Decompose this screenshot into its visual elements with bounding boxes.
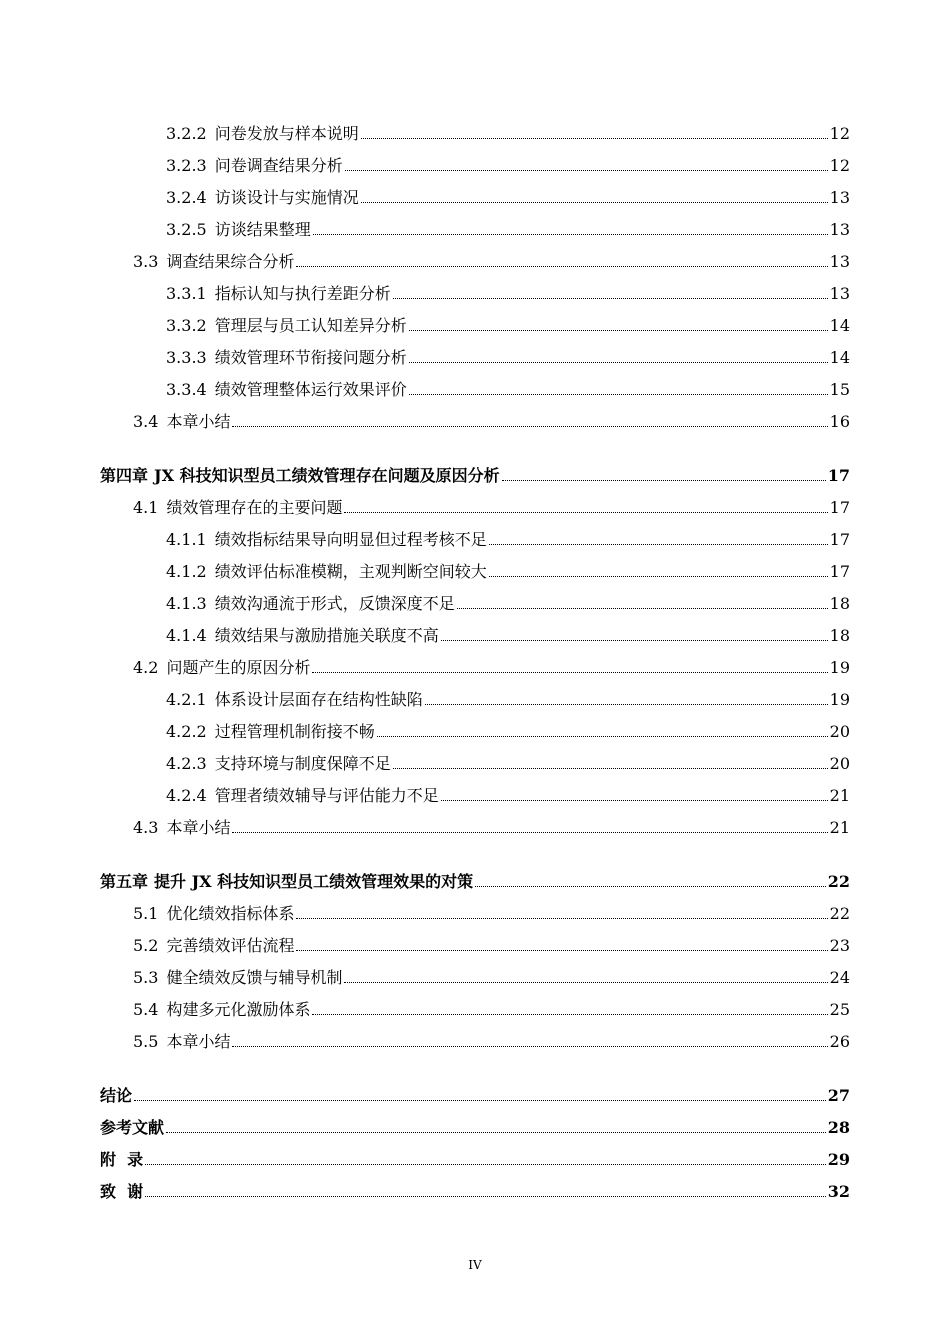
toc-page: 17 — [829, 498, 850, 517]
toc-chapter-title: 致 谢 — [100, 1182, 144, 1201]
dot-leader — [409, 394, 828, 395]
toc-page: 12 — [829, 156, 850, 175]
toc-page: 19 — [829, 690, 850, 709]
toc-entry[interactable] — [0, 310, 950, 342]
toc-page: 14 — [829, 316, 850, 335]
toc-number: 4.1.1 — [166, 530, 207, 549]
toc-conclusion[interactable] — [0, 1080, 950, 1112]
toc-number: 4.1.3 — [166, 594, 207, 613]
toc-number: 5.2 — [133, 936, 159, 955]
dot-leader — [409, 330, 828, 331]
toc-chapter-title: 附 录 — [100, 1150, 144, 1169]
toc-title: 访谈设计与实施情况 — [214, 188, 359, 207]
toc-number: 3.2.4 — [166, 188, 207, 207]
toc-number: 4.2 — [133, 658, 159, 677]
toc-entry[interactable] — [0, 930, 950, 962]
toc-number: 3.2.3 — [166, 156, 207, 175]
dot-leader — [393, 768, 828, 769]
dot-leader — [441, 640, 828, 641]
toc-number: 5.5 — [133, 1032, 159, 1051]
page-number: IV — [468, 1258, 482, 1272]
spacer — [0, 1058, 950, 1080]
toc-entry[interactable] — [0, 556, 950, 588]
toc-title: 指标认知与执行差距分析 — [214, 284, 391, 303]
toc-title: 优化绩效指标体系 — [166, 904, 295, 923]
dot-leader — [166, 1132, 826, 1133]
toc-chapter-4[interactable] — [0, 460, 950, 492]
toc-chapter-5[interactable] — [0, 866, 950, 898]
toc-title: 本章小结 — [166, 412, 231, 431]
toc-number: 4.1.4 — [166, 626, 207, 645]
dot-leader — [232, 1046, 827, 1047]
toc-title: 问卷发放与样本说明 — [214, 124, 359, 143]
toc-number: 4.2.1 — [166, 690, 207, 709]
dot-leader — [344, 512, 827, 513]
toc-title: 绩效沟通流于形式，反馈深度不足 — [214, 594, 455, 613]
toc-title: 过程管理机制衔接不畅 — [214, 722, 375, 741]
toc-title: 本章小结 — [166, 1032, 231, 1051]
toc-chapter-title: 参考文献 — [100, 1118, 165, 1137]
toc-entry[interactable] — [0, 342, 950, 374]
dot-leader — [344, 982, 827, 983]
toc-number: 4.2.4 — [166, 786, 207, 805]
toc-title: 本章小结 — [166, 818, 231, 837]
toc-number: 4.2.3 — [166, 754, 207, 773]
toc-number: 3.3.4 — [166, 380, 207, 399]
dot-leader — [441, 800, 828, 801]
toc-page: 19 — [829, 658, 850, 677]
toc-acknowledgements[interactable] — [0, 1176, 950, 1208]
toc-page: 15 — [829, 380, 850, 399]
dot-leader — [377, 736, 828, 737]
toc-page: 26 — [829, 1032, 850, 1051]
toc-page: 17 — [829, 530, 850, 549]
toc-page: 29 — [827, 1150, 850, 1169]
toc-references[interactable] — [0, 1112, 950, 1144]
dot-leader — [232, 832, 827, 833]
toc-title: 支持环境与制度保障不足 — [214, 754, 391, 773]
dot-leader — [489, 576, 828, 577]
toc-page: 25 — [829, 1000, 850, 1019]
dot-leader — [296, 266, 827, 267]
toc-chapter-number: 第四章 — [100, 466, 149, 485]
toc-entry[interactable] — [0, 620, 950, 652]
dot-leader — [134, 1100, 826, 1101]
toc-appendix[interactable] — [0, 1144, 950, 1176]
toc-number: 3.3.1 — [166, 284, 207, 303]
toc-chapter-title: JX 科技知识型员工绩效管理存在问题及原因分析 — [154, 466, 500, 485]
toc-page: 17 — [827, 466, 850, 485]
toc-entry[interactable] — [0, 406, 950, 438]
dot-leader — [457, 608, 828, 609]
toc-chapter-title: 提升 JX 科技知识型员工绩效管理效果的对策 — [154, 872, 474, 891]
toc-page: 18 — [829, 594, 850, 613]
toc-chapter-number: 第五章 — [100, 872, 149, 891]
toc-number: 5.3 — [133, 968, 159, 987]
dot-leader — [232, 426, 827, 427]
toc-entry[interactable] — [0, 780, 950, 812]
table-of-contents — [0, 118, 950, 1208]
toc-number: 4.1 — [133, 498, 159, 517]
dot-leader — [312, 672, 827, 673]
toc-number: 3.3 — [133, 252, 159, 271]
toc-page: 24 — [829, 968, 850, 987]
toc-title: 体系设计层面存在结构性缺陷 — [214, 690, 423, 709]
toc-number: 3.4 — [133, 412, 159, 431]
dot-leader — [145, 1196, 826, 1197]
toc-entry[interactable] — [0, 652, 950, 684]
toc-title: 访谈结果整理 — [214, 220, 311, 239]
toc-page: 13 — [829, 252, 850, 271]
toc-title: 完善绩效评估流程 — [166, 936, 295, 955]
dot-leader — [296, 918, 827, 919]
toc-entry[interactable] — [0, 898, 950, 930]
toc-page: 13 — [829, 220, 850, 239]
toc-entry[interactable] — [0, 182, 950, 214]
toc-page: 18 — [829, 626, 850, 645]
toc-page: 27 — [827, 1086, 850, 1105]
toc-title: 问题产生的原因分析 — [166, 658, 311, 677]
dot-leader — [502, 480, 826, 481]
dot-leader — [312, 1014, 827, 1015]
toc-page: 23 — [829, 936, 850, 955]
toc-title: 管理者绩效辅导与评估能力不足 — [214, 786, 439, 805]
toc-page: 14 — [829, 348, 850, 367]
dot-leader — [475, 886, 826, 887]
toc-entry[interactable] — [0, 150, 950, 182]
spacer — [0, 438, 950, 460]
dot-leader — [409, 362, 828, 363]
dot-leader — [425, 704, 828, 705]
toc-entry[interactable] — [0, 524, 950, 556]
toc-number: 4.2.2 — [166, 722, 207, 741]
toc-number: 4.3 — [133, 818, 159, 837]
toc-entry[interactable] — [0, 246, 950, 278]
dot-leader — [361, 138, 828, 139]
toc-page: 13 — [829, 284, 850, 303]
toc-title: 绩效评估标准模糊，主观判断空间较大 — [214, 562, 487, 581]
toc-page: 17 — [829, 562, 850, 581]
toc-page: 20 — [829, 722, 850, 741]
toc-title: 绩效管理环节衔接问题分析 — [214, 348, 407, 367]
toc-entry[interactable] — [0, 716, 950, 748]
dot-leader — [393, 298, 828, 299]
dot-leader — [145, 1164, 826, 1165]
toc-page: 16 — [829, 412, 850, 431]
toc-title: 问卷调查结果分析 — [214, 156, 343, 175]
toc-entry[interactable] — [0, 684, 950, 716]
toc-title: 绩效管理存在的主要问题 — [166, 498, 343, 517]
dot-leader — [313, 234, 828, 235]
dot-leader — [361, 202, 828, 203]
spacer — [0, 844, 950, 866]
toc-title: 管理层与员工认知差异分析 — [214, 316, 407, 335]
toc-number: 3.3.2 — [166, 316, 207, 335]
toc-page: 21 — [829, 818, 850, 837]
dot-leader — [489, 544, 828, 545]
toc-entry[interactable] — [0, 748, 950, 780]
toc-entry[interactable] — [0, 492, 950, 524]
toc-number: 3.2.2 — [166, 124, 207, 143]
toc-entry[interactable] — [0, 994, 950, 1026]
toc-entry[interactable] — [0, 118, 950, 150]
toc-entry[interactable] — [0, 812, 950, 844]
toc-title: 构建多元化激励体系 — [166, 1000, 311, 1019]
toc-title: 调查结果综合分析 — [166, 252, 295, 271]
dot-leader — [296, 950, 827, 951]
toc-entry[interactable] — [0, 588, 950, 620]
toc-number: 3.3.3 — [166, 348, 207, 367]
toc-page: 12 — [829, 124, 850, 143]
toc-number: 5.4 — [133, 1000, 159, 1019]
toc-page: 22 — [827, 872, 850, 891]
toc-entry[interactable] — [0, 1026, 950, 1058]
toc-page: 21 — [829, 786, 850, 805]
toc-title: 健全绩效反馈与辅导机制 — [166, 968, 343, 987]
toc-title: 绩效指标结果导向明显但过程考核不足 — [214, 530, 487, 549]
toc-entry[interactable] — [0, 374, 950, 406]
toc-entry[interactable] — [0, 214, 950, 246]
toc-number: 3.2.5 — [166, 220, 207, 239]
toc-entry[interactable] — [0, 962, 950, 994]
toc-number: 4.1.2 — [166, 562, 207, 581]
toc-page: 22 — [829, 904, 850, 923]
dot-leader — [345, 170, 828, 171]
toc-entry[interactable] — [0, 278, 950, 310]
toc-title: 绩效结果与激励措施关联度不高 — [214, 626, 439, 645]
toc-number: 5.1 — [133, 904, 159, 923]
toc-title: 绩效管理整体运行效果评价 — [214, 380, 407, 399]
toc-chapter-title: 结论 — [100, 1086, 133, 1105]
toc-page: 28 — [827, 1118, 850, 1137]
toc-page: 13 — [829, 188, 850, 207]
toc-page: 20 — [829, 754, 850, 773]
toc-page: 32 — [827, 1182, 850, 1201]
